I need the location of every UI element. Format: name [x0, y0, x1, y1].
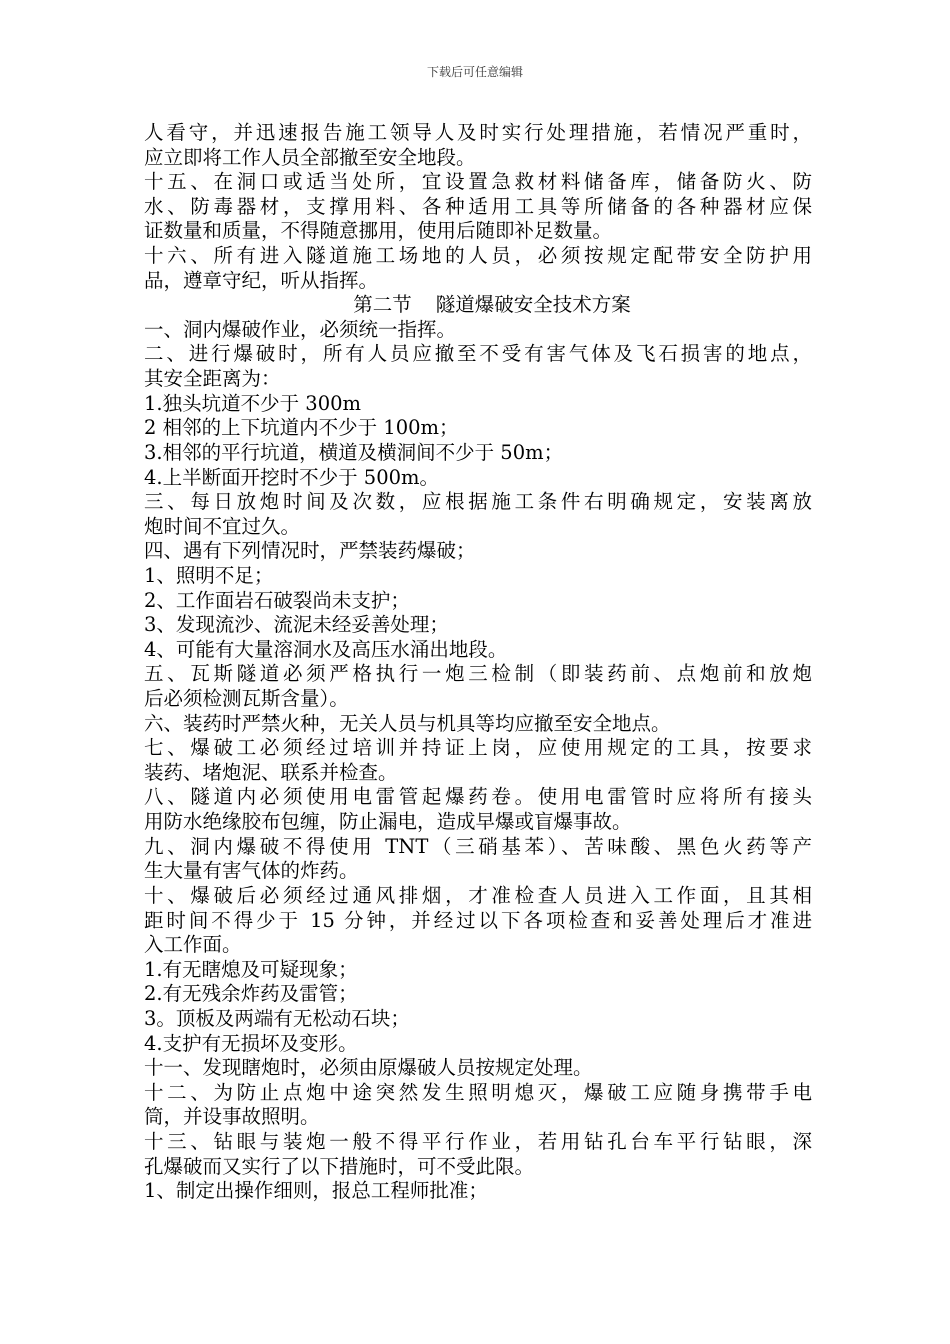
- text-line: 1、照明不足；: [144, 563, 274, 587]
- text-line: 1.独头坑道不少于 300m: [144, 391, 362, 415]
- text-line: 2、工作面岩石破裂尚未支护；: [144, 588, 410, 612]
- text-line: 人看守，并迅速报告施工领导人及时实行处理措施，若情况严重时，: [144, 121, 812, 144]
- text-line: 九、洞内爆破不得使用 TNT（三硝基苯）、苦味酸、黑色火药等产: [144, 834, 812, 858]
- text-line: 1.有无瞎熄及可疑现象；: [144, 957, 358, 981]
- text-line: 十一、发现瞎炮时，必须由原爆破人员按规定处理。: [144, 1056, 593, 1080]
- text-line: 证数量和质量，不得随意挪用，使用后随即补足数量。: [144, 219, 613, 243]
- text-line: 其安全距离为：: [144, 367, 281, 391]
- text-line: 孔爆破而又实行了以下措施时，可不受此限。: [144, 1154, 535, 1178]
- text-line: 二、进行爆破时，所有人员应撤至不受有害气体及飞石损害的地点，: [144, 342, 812, 366]
- text-line: 应立即将工作人员全部撤至安全地段。: [144, 145, 476, 169]
- text-block-before-heading: [144, 121, 812, 293]
- text-line: 十、爆破后必须经过通风排烟，才准检查人员进入工作面，且其相: [144, 883, 812, 907]
- text-line: 2.有无残余炸药及雷管；: [144, 982, 358, 1006]
- text-line: 2 相邻的上下坑道内不少于 100m；: [144, 416, 459, 440]
- text-line: 1、制定出操作细则，报总工程师批准；: [144, 1179, 488, 1203]
- text-line: 装药、堵炮泥、联系并检查。: [144, 760, 398, 784]
- text-line: 用防水绝缘胶布包缠，防止漏电，造成早爆或盲爆事故。: [144, 810, 632, 834]
- text-line: 入工作面。: [144, 933, 242, 957]
- text-block-after-heading: [144, 318, 812, 1204]
- text-line: 六、装药时严禁火种，无关人员与机具等均应撤至安全地点。: [144, 711, 671, 735]
- text-line: 三、每日放炮时间及次数，应根据施工条件右明确规定，安装离放: [144, 490, 812, 514]
- text-line: 筒，并设事故照明。: [144, 1105, 320, 1129]
- text-line: 距时间不得少于 15 分钟，并经过以下各项检查和妥善处理后才准进: [144, 908, 812, 932]
- section-number: 第二节: [353, 293, 412, 317]
- text-line: 生大量有害气体的炸药。: [144, 859, 359, 883]
- text-line: 十三、钻眼与装炮一般不得平行作业，若用钻孔台车平行钻眼，深: [144, 1129, 812, 1153]
- section-title: 隧道爆破安全技术方案: [435, 293, 631, 317]
- text-line: 3。顶板及两端有无松动石块；: [144, 1006, 410, 1030]
- text-line: 4.支护有无损坏及变形。: [144, 1031, 358, 1055]
- text-line: 4.上半断面开挖时不少于 500m。: [144, 465, 440, 489]
- text-line: 十六、所有进入隧道施工场地的人员，必须按规定配带安全防护用: [144, 244, 812, 268]
- text-line: 炮时间不宜过久。: [144, 514, 301, 538]
- text-line: 3.相邻的平行坑道，横道及横洞间不少于 50m；: [144, 440, 564, 464]
- page-header: 下载后可任意编辑: [426, 65, 523, 79]
- text-line: 一、洞内爆破作业，必须统一指挥。: [144, 317, 457, 341]
- text-line: 十五、在洞口或适当处所，宜设置急救材料储备库，储备防火、防: [144, 170, 812, 194]
- text-line: 3、发现流沙、流泥未经妥善处理；: [144, 613, 449, 637]
- text-line: 八、隧道内必须使用电雷管起爆药卷。使用电雷管时应将所有接头: [144, 785, 812, 809]
- text-line: 十二、为防止点炮中途突然发生照明熄灭，爆破工应随身携带手电: [144, 1080, 812, 1104]
- text-line: 品，遵章守纪，听从指挥。: [144, 268, 379, 292]
- text-line: 五、瓦斯隧道必须严格执行一炮三检制（即装药前、点炮前和放炮: [144, 662, 812, 686]
- text-line: 水、防毒器材，支撑用料、各种适用工具等所储备的各种器材应保: [144, 194, 812, 218]
- section-heading: [144, 293, 812, 318]
- text-line: 四、遇有下列情况时，严禁装药爆破；: [144, 539, 476, 563]
- text-line: 4、可能有大量溶洞水及高压水涌出地段。: [144, 637, 508, 661]
- document-body: [144, 121, 812, 1204]
- text-line: 后必须检测瓦斯含量）。: [144, 687, 349, 711]
- text-line: 七、爆破工必须经过培训并持证上岗，应使用规定的工具，按要求: [144, 736, 812, 760]
